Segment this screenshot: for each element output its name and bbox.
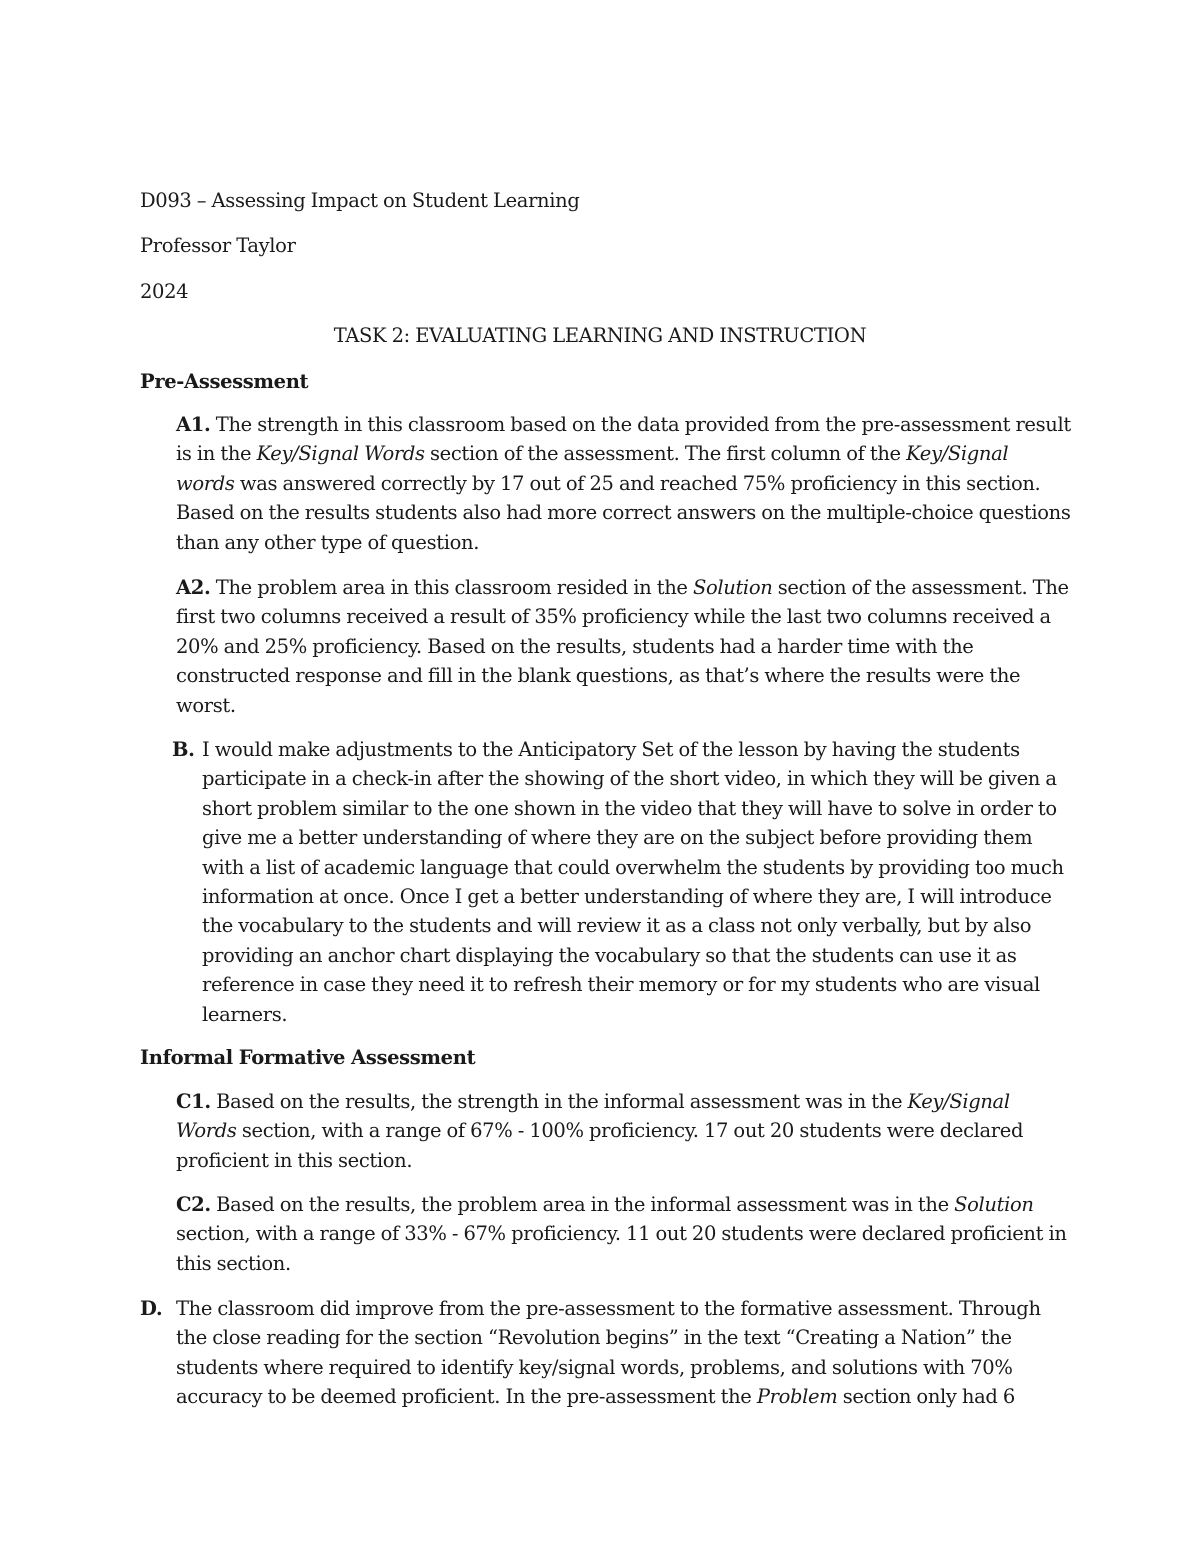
a1-italic-2: Key/Signal words <box>176 442 1009 495</box>
c2-text-1: Based on the results, the problem area in the informal assessment was in the <box>210 1193 955 1216</box>
a2-text-1: The problem area in this classroom resided in the <box>210 576 693 599</box>
a1-text-2: section of the assessment. The first column of the <box>424 442 907 466</box>
c2-label: C2. <box>176 1193 211 1216</box>
course-line: D093 – Assessing Impact on Student Learning <box>140 189 580 212</box>
a1-text-3: was answered correctly by 17 out of 25 and reached 75% proficiency in this section. Based on the results students also had more correct answers on the multiple-choice questions than any other type of question. <box>176 471 1071 554</box>
a2-text-2: section of the assessment. The first two columns received a result of 35% proficiency while the last two columns received a 20% and 25% proficiency. Based on the results, students had a harder time with the constructed response and fill in the blank questions, as that’s where the results were the worst. <box>176 576 1069 717</box>
d-italic-1: Problem <box>756 1385 838 1409</box>
document-title: TASK 2: EVALUATING LEARNING AND INSTRUCTION <box>333 324 867 347</box>
list-body-b: I would make adjustments to the Anticipatory Set of the lesson by having the students participate in a check-in after the showing of the short video, in which they will be given a short problem similar to the one shown in the video that they will have to solve in order to give me a better understanding of where they are on the subject before providing them with a list of academic language that could overwhelm the students by providing too much information at once. Once I get a better understanding of where they are, I will introduce the vocabulary to the students and will review it as a class not only verbally, but by also providing an anchor chart displaying the vocabulary so that the students can use it as reference in case they need it to refresh their memory or for my students who are visual learners. <box>202 738 1064 1026</box>
a1-italic-1: Key/Signal Words <box>256 442 425 466</box>
c1-text-1: Based on the results, the strength in the informal assessment was in the <box>210 1090 908 1113</box>
a1-label: A1. <box>176 413 211 436</box>
list-body-d <box>176 1294 1076 1412</box>
section-heading-informal-formative: Informal Formative Assessment <box>140 1046 476 1069</box>
year-line: 2024 <box>140 280 189 303</box>
c1-label: C1. <box>176 1090 211 1113</box>
a2-label: A2. <box>176 576 211 599</box>
d-text-2: section only had 6 <box>837 1385 1015 1409</box>
paragraph-a2 <box>176 573 1071 720</box>
a1-text-1: The strength in this classroom based on the data provided from the pre-assessment result is in the <box>176 413 1071 466</box>
professor-line: Professor Taylor <box>140 234 296 257</box>
a2-italic-1: Solution <box>692 576 773 599</box>
list-marker-b: B. <box>172 738 195 761</box>
paragraph-c1 <box>176 1087 1071 1175</box>
d-text-1: The classroom did improve from the pre-assessment to the formative assessment. Through the close reading for the section “Revolution begins” in the text “Creating a Nation” the students where required to identify key/signal words, problems, and solutions with 70% accuracy to be deemed proficient. In the pre-assessment the <box>176 1297 1041 1409</box>
c1-text-2: section, with a range of 67% - 100% proficiency. 17 out 20 students were declared proficient in this section. <box>176 1119 1024 1172</box>
c1-italic-1: Key/Signal Words <box>176 1090 1010 1143</box>
c2-italic-1: Solution <box>954 1193 1034 1216</box>
paragraph-a1 <box>176 410 1071 557</box>
c2-text-2: section, with a range of 33% - 67% proficiency. 11 out 20 students were declared proficient in this section. <box>176 1222 1067 1275</box>
list-marker-d: D. <box>140 1297 163 1320</box>
paragraph-c2 <box>176 1190 1071 1278</box>
section-heading-pre-assessment: Pre-Assessment <box>140 370 309 393</box>
